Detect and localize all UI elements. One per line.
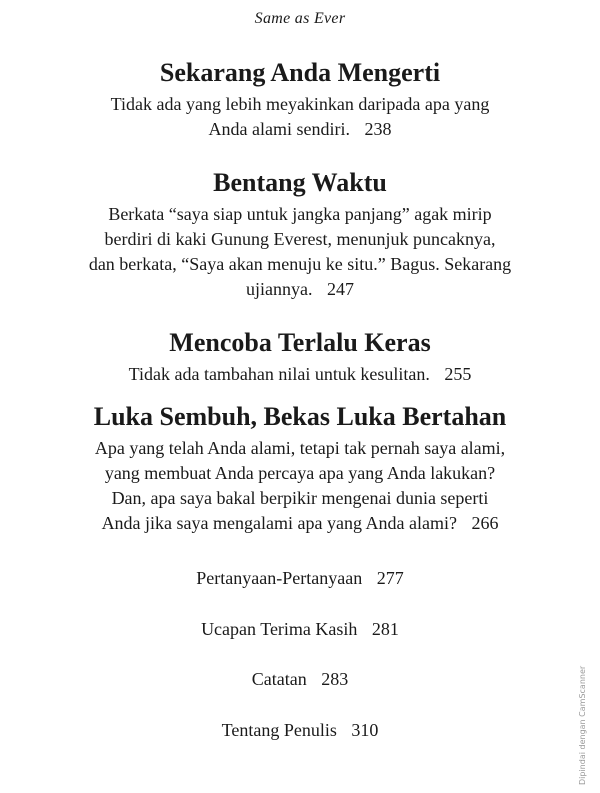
page-number: 277 — [376, 568, 404, 588]
description-line: Apa yang telah Anda alami, tetapi tak pernah saya alami, — [94, 438, 506, 458]
description-line: Dan, apa saya bakal berpikir mengenai dunia seperti — [111, 488, 489, 508]
description-line: ujiannya. — [246, 279, 313, 299]
page-number: 283 — [321, 669, 349, 689]
toc-section-sekarang-anda-mengerti — [0, 58, 600, 142]
section-title: Mencoba Terlalu Keras — [169, 328, 431, 357]
page-number: 310 — [351, 720, 379, 740]
toc-entry-pertanyaan — [0, 566, 600, 590]
toc-entry-label: Ucapan Terima Kasih — [201, 619, 358, 639]
scanner-watermark: Dipindai dengan CamScanner — [578, 665, 587, 785]
toc-entry-ucapan-terima-kasih — [0, 617, 600, 641]
description-line: Berkata “saya siap untuk jangka panjang” agak mirip — [108, 204, 492, 224]
section-description — [0, 92, 600, 142]
page-number: 247 — [326, 279, 354, 299]
toc-section-bentang-waktu — [0, 168, 600, 302]
description-line: dan berkata, “Saya akan menuju ke situ.” Bagus. Sekarang — [88, 254, 512, 274]
section-title: Sekarang Anda Mengerti — [159, 58, 441, 87]
page-number: 255 — [444, 364, 472, 384]
toc-entry-label: Pertanyaan-Pertanyaan — [196, 568, 363, 588]
description-line: Tidak ada yang lebih meyakinkan daripada apa yang — [110, 94, 490, 114]
section-title: Bentang Waktu — [213, 168, 387, 197]
page-number: 238 — [364, 119, 392, 139]
toc-entry-label: Tentang Penulis — [221, 720, 337, 740]
section-description — [0, 436, 600, 536]
description-line: Anda alami sendiri. — [208, 119, 350, 139]
toc-entry-label: Catatan — [251, 669, 307, 689]
section-description — [0, 362, 600, 387]
description-line: Tidak ada tambahan nilai untuk kesulitan. — [128, 364, 430, 384]
page-number: 266 — [471, 513, 499, 533]
description-line: yang membuat Anda percaya apa yang Anda lakukan? — [104, 463, 496, 483]
toc-entry-tentang-penulis — [0, 718, 600, 742]
section-title: Luka Sembuh, Bekas Luka Bertahan — [93, 402, 507, 431]
page-number: 281 — [371, 619, 399, 639]
description-line: Anda jika saya mengalami apa yang Anda alami? — [101, 513, 457, 533]
running-head: Same as Ever — [254, 10, 346, 27]
section-description — [0, 202, 600, 302]
description-line: berdiri di kaki Gunung Everest, menunjuk puncaknya, — [104, 229, 496, 249]
toc-entry-catatan — [0, 667, 600, 691]
toc-section-luka-sembuh — [0, 402, 600, 536]
toc-section-mencoba-terlalu-keras — [0, 328, 600, 387]
